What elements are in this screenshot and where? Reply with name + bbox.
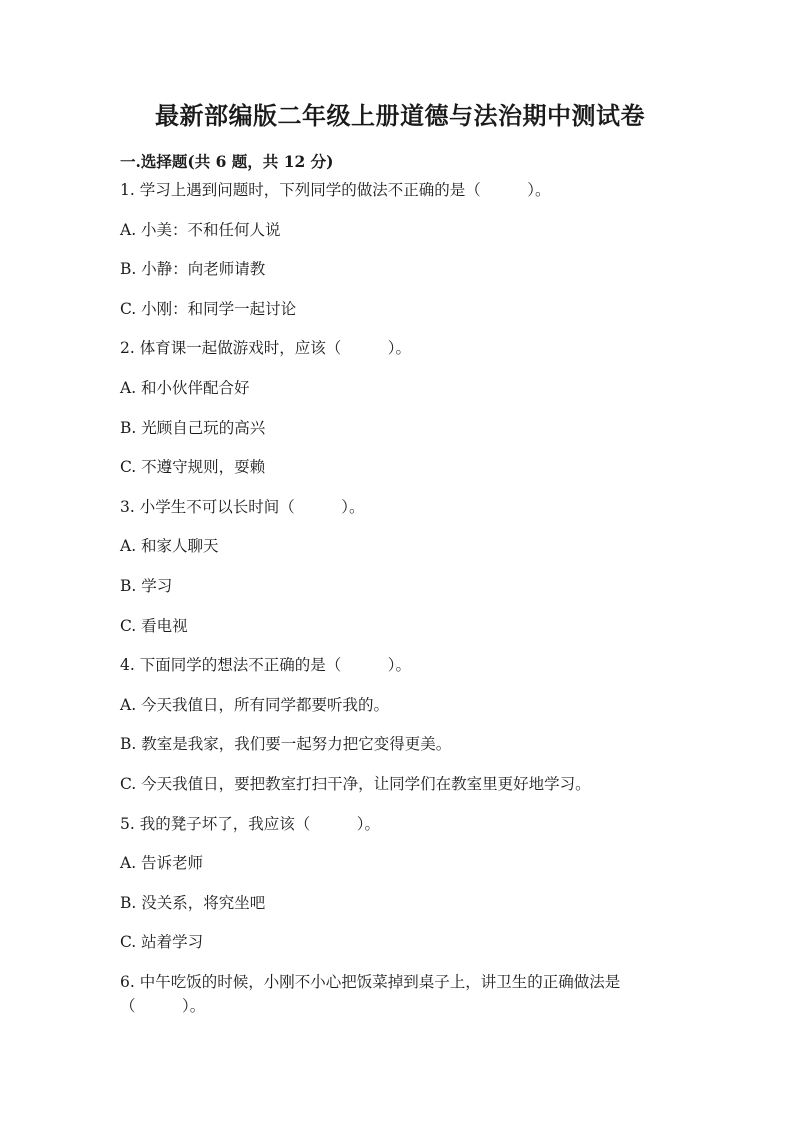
question-5-option-b: B. 没关系，将究坐吧	[120, 893, 266, 912]
question-3-option-c: C. 看电视	[120, 616, 188, 635]
question-3-option-a: A. 和家人聊天	[120, 537, 219, 556]
question-5-stem: 5. 我的凳子坏了，我应该（ ）。	[120, 814, 380, 833]
question-5-option-a: A. 告诉老师	[120, 854, 204, 873]
question-1-option-b: B. 小静：向老师请教	[120, 260, 266, 279]
question-6-stem-line-1: 6. 中午吃饭的时候，小刚不小心把饭菜掉到桌子上，讲卫生的正确做法是	[120, 972, 621, 991]
question-4-option-a: A. 今天我值日，所有同学都要听我的。	[120, 695, 390, 714]
question-4-option-c: C. 今天我值日，要把教室打扫干净，让同学们在教室里更好地学习。	[120, 774, 591, 793]
section-heading: 一.选择题(共 6 题，共 12 分)	[120, 152, 334, 171]
question-3-option-b: B. 学习	[120, 576, 173, 595]
question-2-option-a: A. 和小伙伴配合好	[120, 378, 250, 397]
question-4-stem: 4. 下面同学的想法不正确的是（ ）。	[120, 656, 411, 675]
question-2-option-c: C. 不遵守规则，耍赖	[120, 458, 266, 477]
question-1-option-c: C. 小刚：和同学一起讨论	[120, 299, 297, 318]
question-3-stem: 3. 小学生不可以长时间（ ）。	[120, 497, 365, 516]
page-title: 最新部编版二年级上册道德与法治期中测试卷	[155, 101, 645, 130]
question-1-stem: 1. 学习上遇到问题时，下列同学的做法不正确的是（ ）。	[120, 181, 551, 199]
question-2-option-b: B. 光顾自己玩的高兴	[120, 418, 266, 437]
question-6-stem	[120, 970, 680, 1018]
question-1-option-a: A. 小美：不和任何人说	[120, 220, 281, 239]
question-4-option-b: B. 教室是我家，我们要一起努力把它变得更美。	[120, 735, 452, 754]
question-5-option-c: C. 站着学习	[120, 933, 204, 952]
question-2-stem: 2. 体育课一起做游戏时，应该（ ）。	[120, 339, 411, 358]
question-6-stem-line-2: （ ）。	[120, 996, 206, 1015]
question-list	[120, 178, 680, 1018]
